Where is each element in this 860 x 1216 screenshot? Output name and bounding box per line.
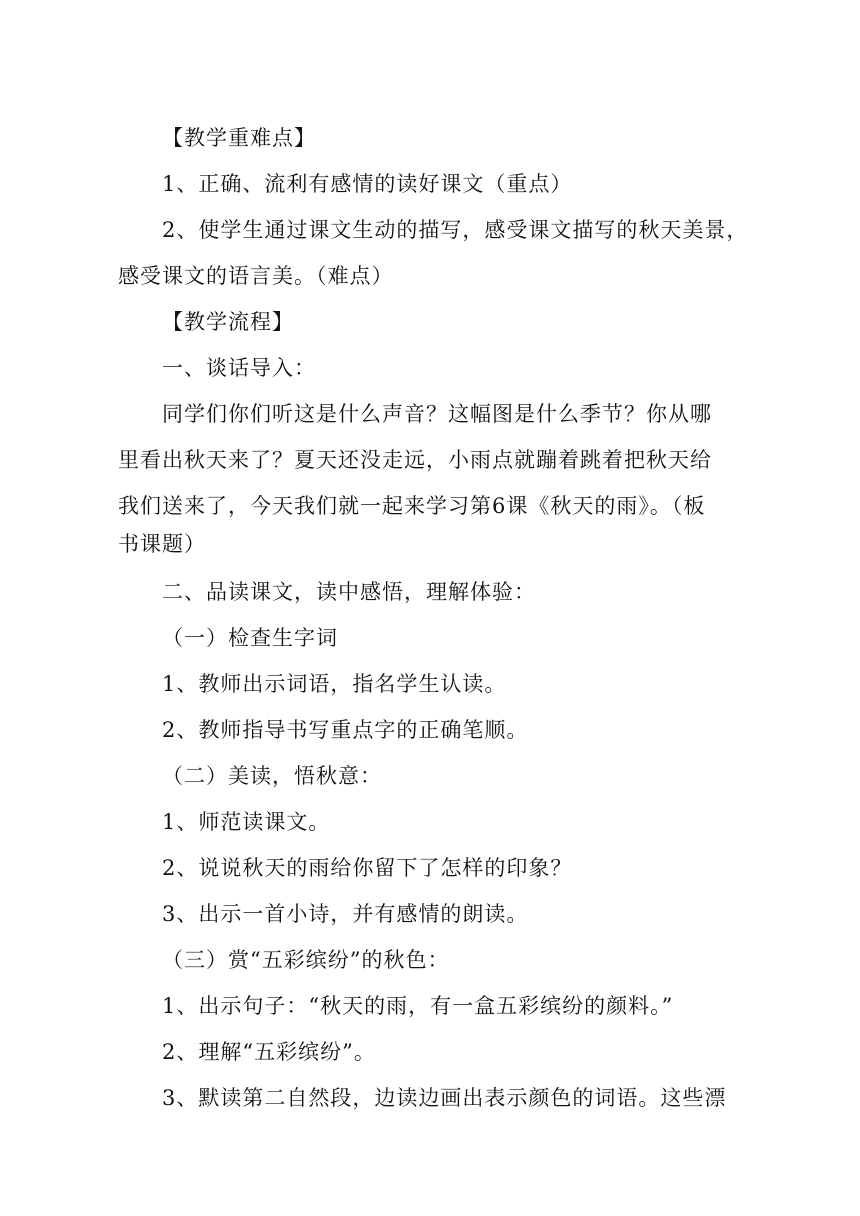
list-item-2-1: 1、师范读课文。 [162,810,331,834]
paragraph-key-point-2: 2、使学生通过课文生动的描写，感受课文描写的秋天美景， [162,218,749,242]
list-item-3-3: 3、默读第二自然段，边读边画出表示颜色的词语。这些漂 [162,1086,727,1110]
subsection-heading-2: （二）美读，悟秋意： [162,764,382,788]
section-heading-reading: 二、品读课文，读中感悟，理解体验： [162,580,536,604]
list-item-2-3: 3、出示一首小诗，并有感情的朗读。 [162,902,529,926]
subsection-heading-3: （三）赏“五彩缤纷”的秋色： [162,948,450,972]
list-item-3-1: 1、出示句子：“秋天的雨，有一盒五彩缤纷的颜料。” [162,994,674,1018]
paragraph-key-point-1: 1、正确、流利有感情的读好课文（重点） [162,172,573,196]
subsection-heading-1: （一）检查生字词 [162,626,338,650]
paragraph-intro-line-3: 我们送来了，今天我们就一起来学习第6课《秋天的雨》。（板 [118,494,706,518]
paragraph-intro-line-2: 里看出秋天来了？夏天还没走远，小雨点就蹦着跳着把秋天给 [118,448,712,472]
paragraph-intro-line-1: 同学们你们听这是什么声音？这幅图是什么季节？你从哪 [162,402,712,426]
list-item-1-2: 2、教师指导书写重点字的正确笔顺。 [162,718,529,742]
heading-teaching-key-points: 【教学重难点】 [162,126,316,150]
list-item-3-2: 2、理解“五彩缤纷”。 [162,1040,376,1064]
list-item-1-1: 1、教师出示词语，指名学生认读。 [162,672,507,696]
list-item-2-2: 2、说说秋天的雨给你留下了怎样的印象？ [162,856,573,880]
paragraph-key-point-2-continued: 感受课文的语言美。（难点） [118,264,394,288]
heading-teaching-process: 【教学流程】 [162,310,294,334]
section-heading-intro: 一、谈话导入： [162,356,316,380]
paragraph-intro-line-4: 书课题） [118,532,206,556]
